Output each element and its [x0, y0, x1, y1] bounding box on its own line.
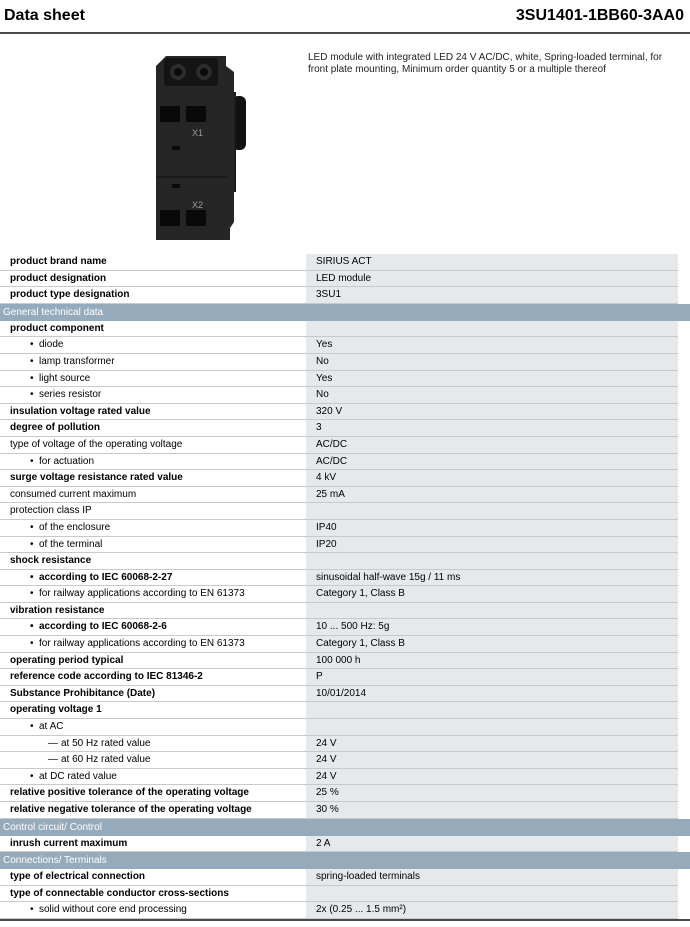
spec-label-text: type of voltage of the operating voltage [10, 438, 183, 450]
spec-value: 24 V [306, 736, 678, 753]
spec-row [0, 769, 690, 786]
spec-row [0, 520, 690, 537]
spec-label [0, 537, 334, 554]
spec-value: Yes [306, 371, 678, 388]
spec-label-text: insulation voltage rated value [10, 405, 151, 417]
spec-row [0, 736, 690, 753]
spec-label [0, 420, 314, 437]
spec-label [0, 470, 314, 487]
bullet-icon: • [30, 904, 34, 916]
section-header [0, 304, 690, 321]
spec-label-text: product type designation [10, 289, 130, 301]
section-header [0, 819, 690, 836]
spec-table [0, 254, 690, 919]
section-title: Control circuit/ Control [3, 821, 102, 833]
bullet-icon: • [30, 389, 34, 401]
spec-value [306, 503, 678, 520]
terminal-label-x1: X1 [192, 128, 204, 138]
spec-value: Yes [306, 337, 678, 354]
spec-label [0, 387, 334, 404]
spec-row [0, 570, 690, 587]
spec-label-text: inrush current maximum [10, 837, 128, 849]
spec-row [0, 702, 690, 719]
spec-row [0, 271, 690, 288]
section-title: Connections/ Terminals [3, 855, 107, 867]
spec-value: 2x (0.25 ... 1.5 mm²) [306, 902, 678, 919]
bullet-icon: • [30, 721, 34, 733]
section-header [0, 852, 690, 869]
spec-label-text: diode [39, 339, 64, 351]
spec-label-text: at AC [39, 721, 64, 733]
bullet-icon: • [30, 355, 34, 367]
spec-row [0, 553, 690, 570]
product-image [146, 52, 252, 252]
page-header [0, 0, 690, 34]
footer-rule [0, 919, 690, 921]
spec-label [0, 802, 314, 819]
spec-row [0, 454, 690, 471]
spec-label-text: protection class IP [10, 505, 92, 517]
spec-row [0, 902, 690, 919]
spec-label [0, 503, 314, 520]
spec-row [0, 503, 690, 520]
spec-label-text: relative positive tolerance of the operating voltage [10, 787, 249, 799]
spec-label [0, 487, 314, 504]
spec-label [0, 271, 314, 288]
spec-label [0, 586, 334, 603]
spec-label [0, 669, 314, 686]
spec-row [0, 470, 690, 487]
spec-label [0, 653, 314, 670]
spec-label [0, 287, 314, 304]
spec-label [0, 520, 334, 537]
spec-label-text: product component [10, 322, 104, 334]
spec-value: 320 V [306, 404, 678, 421]
spec-label [0, 686, 314, 703]
spec-value: 10 ... 500 Hz: 5g [306, 619, 678, 636]
spec-row [0, 404, 690, 421]
bullet-icon: • [30, 770, 34, 782]
spec-value: P [306, 669, 678, 686]
spec-label [0, 553, 314, 570]
bullet-icon: • [30, 538, 34, 550]
spec-label-text: of the terminal [39, 538, 103, 550]
spec-label [0, 886, 314, 903]
spec-value: spring-loaded terminals [306, 869, 678, 886]
spec-value: AC/DC [306, 454, 678, 471]
spec-row [0, 619, 690, 636]
spec-label [0, 354, 334, 371]
spec-label [0, 869, 314, 886]
spec-label [0, 902, 334, 919]
spec-row [0, 337, 690, 354]
spec-label-text: at 50 Hz rated value [61, 737, 151, 749]
spec-label-text: relative negative tolerance of the operating voltage [10, 804, 252, 815]
spec-label-text: product designation [10, 272, 107, 284]
dash-icon: — [48, 754, 58, 766]
spec-value: LED module [306, 271, 678, 288]
spec-label-text: operating period typical [10, 654, 124, 666]
spec-value [306, 321, 678, 338]
spec-label-text: reference code according to IEC 81346-2 [10, 671, 203, 683]
spec-label-text: light source [39, 372, 91, 384]
bullet-icon: • [30, 621, 34, 633]
spec-value: 100 000 h [306, 653, 678, 670]
spec-row [0, 437, 690, 454]
spec-label [0, 785, 314, 802]
section-title: General technical data [3, 306, 104, 318]
spec-row [0, 537, 690, 554]
spec-value: 24 V [306, 769, 678, 786]
spec-value [306, 719, 678, 736]
spec-label-text: degree of pollution [10, 422, 100, 434]
spec-row [0, 287, 690, 304]
spec-row [0, 321, 690, 338]
spec-value: Category 1, Class B [306, 586, 678, 603]
spec-value: No [306, 387, 678, 404]
order-number: 3SU1401-1BB60-3AA0 [515, 7, 684, 24]
spec-label-text: for railway applications according to EN 61373 [39, 588, 245, 600]
spec-row [0, 719, 690, 736]
spec-row [0, 254, 690, 271]
spec-value: No [306, 354, 678, 371]
spec-row [0, 653, 690, 670]
spec-label [0, 454, 334, 471]
bullet-icon: • [30, 521, 34, 533]
spec-label [0, 719, 334, 736]
spec-label [0, 619, 334, 636]
spec-value [306, 886, 678, 903]
spec-label [0, 603, 314, 620]
spec-label [0, 736, 352, 753]
spec-value [306, 702, 678, 719]
spec-row [0, 869, 690, 886]
spec-label [0, 570, 334, 587]
spec-label-text: of the enclosure [39, 521, 111, 533]
spec-label-text: shock resistance [10, 555, 92, 567]
spec-row [0, 802, 690, 819]
spec-value: IP40 [306, 520, 678, 537]
spec-value: Category 1, Class B [306, 636, 678, 653]
spec-value: 30 % [306, 802, 678, 819]
spec-label [0, 752, 352, 769]
spec-row [0, 886, 690, 903]
spec-label [0, 702, 314, 719]
bullet-icon: • [30, 571, 34, 583]
spec-row [0, 420, 690, 437]
spec-row [0, 686, 690, 703]
spec-label [0, 437, 314, 454]
spec-row [0, 603, 690, 620]
spec-label [0, 404, 314, 421]
spec-value: IP20 [306, 537, 678, 554]
spec-label-text: product brand name [10, 256, 107, 267]
spec-value [306, 603, 678, 620]
spec-row [0, 354, 690, 371]
spec-value: AC/DC [306, 437, 678, 454]
spec-label-text: at 60 Hz rated value [61, 754, 151, 766]
spec-label-text: according to IEC 60068-2-27 [39, 571, 173, 583]
document-title: Data sheet [4, 7, 85, 24]
spec-label-text: consumed current maximum [10, 488, 137, 500]
spec-label-text: type of connectable conductor cross-sections [10, 887, 229, 899]
spec-label-text: for railway applications according to EN 61373 [39, 638, 245, 650]
spec-row [0, 636, 690, 653]
spec-row [0, 836, 690, 853]
bullet-icon: • [30, 339, 34, 351]
spec-label [0, 371, 334, 388]
spec-row [0, 785, 690, 802]
spec-label-text: series resistor [39, 389, 102, 401]
bullet-icon: • [30, 588, 34, 600]
dash-icon: — [48, 737, 58, 749]
spec-label-text: according to IEC 60068-2-6 [39, 621, 167, 633]
spec-value: 4 kV [306, 470, 678, 487]
spec-label-text: vibration resistance [10, 604, 105, 616]
spec-value: SIRIUS ACT [306, 254, 678, 271]
spec-value: 3 [306, 420, 678, 437]
spec-value: 24 V [306, 752, 678, 769]
header-rule [0, 32, 690, 34]
spec-label [0, 836, 314, 853]
spec-label-text: for actuation [39, 455, 95, 467]
spec-label [0, 769, 334, 786]
spec-row [0, 752, 690, 769]
bullet-icon: • [30, 372, 34, 384]
spec-value: 25 mA [306, 487, 678, 504]
spec-row [0, 487, 690, 504]
bullet-icon: • [30, 638, 34, 650]
spec-label [0, 321, 314, 338]
product-description: LED module with integrated LED 24 V AC/DC, white, Spring-loaded terminal, for front plate mounting, Minimum order quantity 5 or a multiple thereof [308, 52, 663, 75]
spec-label-text: operating voltage 1 [10, 704, 102, 716]
spec-value: 3SU1 [306, 287, 678, 304]
spec-label-text: solid without core end processing [39, 904, 187, 916]
spec-value [306, 553, 678, 570]
spec-value: 25 % [306, 785, 678, 802]
spec-row [0, 586, 690, 603]
spec-label-text: at DC rated value [39, 770, 117, 782]
spec-label-text: lamp transformer [39, 355, 115, 367]
spec-label-text: surge voltage resistance rated value [10, 472, 183, 484]
spec-row [0, 371, 690, 388]
spec-value: 10/01/2014 [306, 686, 678, 703]
spec-label [0, 254, 314, 271]
bullet-icon: • [30, 455, 34, 467]
spec-label [0, 337, 334, 354]
spec-value: 2 A [306, 836, 678, 853]
spec-row [0, 669, 690, 686]
spec-value: sinusoidal half-wave 15g / 11 ms [306, 570, 678, 587]
terminal-label-x2: X2 [192, 200, 204, 210]
spec-row [0, 387, 690, 404]
spec-label [0, 636, 334, 653]
spec-label-text: type of electrical connection [10, 871, 146, 883]
spec-label-text: Substance Prohibitance (Date) [10, 687, 156, 699]
